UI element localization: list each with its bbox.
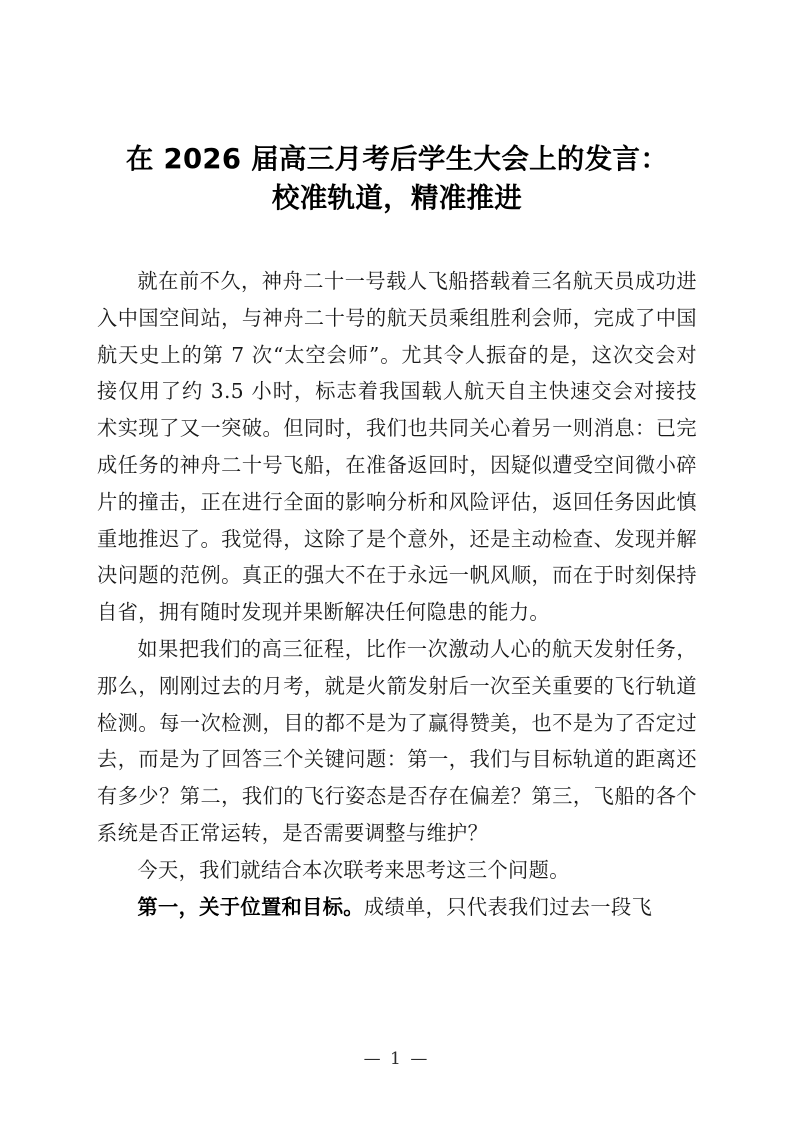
paragraph-2: 如果把我们的高三征程，比作一次激动人心的航天发射任务，那么，刚刚过去的月考，就是火箭发射后一次至关重要的飞行轨道检测。每一次检测，目的都不是为了赢得赞美，也不是为了否定过去，而是为了回答三个关键问题：第一，我们与目标轨道的距离还有多少？第二，我们的飞行姿态是否存在偏差？第三，飞船的各个系统是否正常运转，是否需要调整与维护？ — [97, 636, 697, 845]
paragraph-1: 就在前不久，神舟二十一号载人飞船搭载着三名航天员成功进入中国空间站，与神舟二十号的航天员乘组胜利会师，完成了中国航天史上的第 7 次“太空会师”。尤其令人振奋的是，这次交会对接仅用了约 3.5 小时，标志着我国载人航天自主快速交会对接技术实现了又一突破。但同时，我们也共同关心着另一则消息：已完成任务的神舟二十号飞船，在准备返回时，因疑似遭受空间微小碎片的撞击，正在进行全面的影响分析和风险评估，返回任务因此慎重地推迟了。我觉得，这除了是个意外，还是主动检查、发现并解决问题的范例。真正的强大不在于永远一帆风顺，而在于时刻保持自省，拥有随时发现并果断解决任何隐患的能力。 — [97, 269, 697, 625]
title-line-1: 在 2026 届高三月考后学生大会上的发言： — [125, 143, 669, 175]
document-body — [97, 263, 697, 925]
document-content — [97, 140, 697, 925]
paragraph-4-bold-lead: 第一，关于位置和目标。 — [137, 894, 364, 919]
paragraph-4-text: 成绩单，只代表我们过去一段飞 — [363, 894, 653, 919]
paragraph-3: 今天，我们就结合本次联考来思考这三个问题。 — [137, 857, 570, 882]
page-title — [97, 140, 697, 218]
page-number-footer: — 1 — — [363, 1049, 430, 1069]
title-line-2: 校准轨道，精准推进 — [271, 182, 523, 214]
paragraph-4 — [97, 889, 697, 926]
